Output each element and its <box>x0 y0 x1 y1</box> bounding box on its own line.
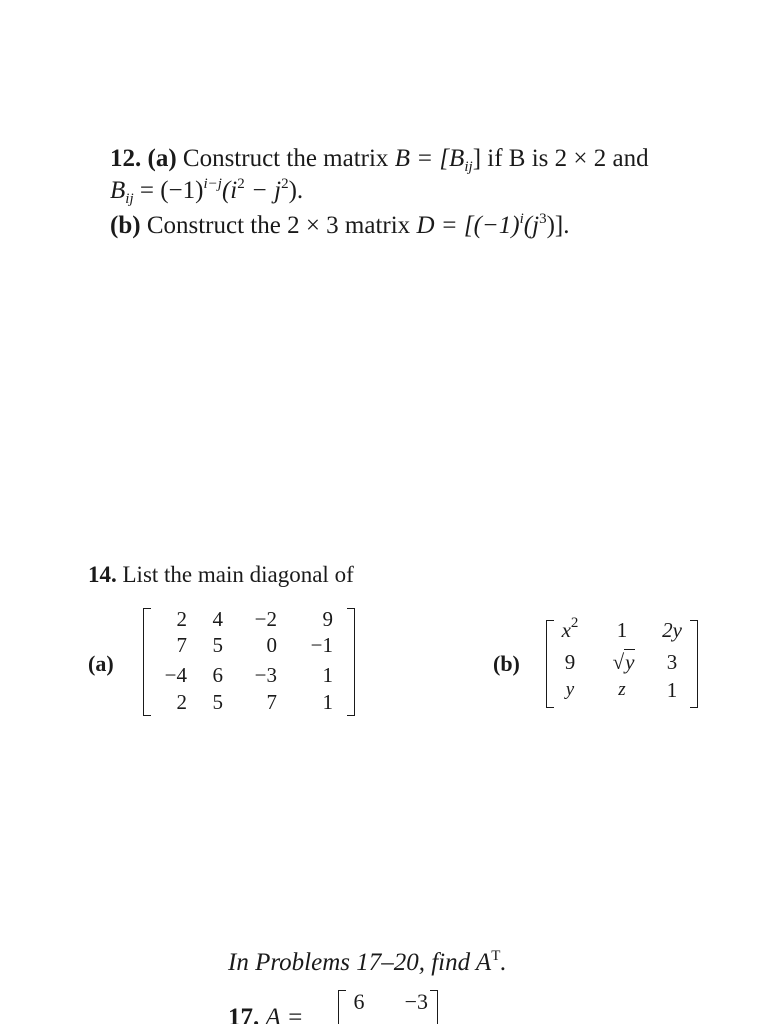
matrix-b-r2-c3: 3 <box>666 650 678 674</box>
matrix-b-r3-c1: y <box>565 679 575 700</box>
matrix-b-r3-c2: z <box>618 679 626 700</box>
matrix-b-r1-c2: 1 <box>616 618 628 642</box>
matrix-a-r1-c1: 2 <box>176 607 187 631</box>
instructions-end: . <box>500 949 507 976</box>
problem-14-number: 14. <box>88 562 117 587</box>
matrix-b <box>546 615 698 708</box>
matrix-b-left-bracket <box>546 620 554 708</box>
matrix-b-r2-c2 <box>602 650 646 674</box>
problem-12-number: 12. <box>110 145 142 172</box>
problem-12-part-a-tail: if B is 2 × 2 and <box>487 145 649 172</box>
matrix-a-r2-c2: 5 <box>212 633 223 657</box>
problem-17-number: 17. <box>228 1004 260 1024</box>
matrix-b-r2-c2-radicand: y <box>625 650 635 674</box>
problem-17 <box>228 1003 303 1024</box>
matrix-a-r4-c1: 2 <box>176 690 187 714</box>
problem-12-formula-end: ). <box>288 177 304 204</box>
problem-17-left-bracket <box>338 990 346 1024</box>
problem-12-formula-rhs: = (−1) <box>139 177 204 204</box>
problem-12-part-b-mid: (j <box>523 212 540 239</box>
problem-12-formula-minus: − j <box>244 177 282 204</box>
matrix-a-r3-c1: −4 <box>164 663 187 687</box>
problem-17-matrix <box>338 990 438 1024</box>
problem-12-matrix-def-end: ] <box>472 145 482 172</box>
problem-12-formula-sq1: 2 <box>237 176 245 192</box>
problem-12-part-b-end: )]. <box>546 212 570 239</box>
problem-12-part-a-label: (a) <box>147 145 177 172</box>
instructions-text: In Problems 17–20, find A <box>228 949 492 976</box>
problem-12-part-b-exp: i <box>519 211 524 227</box>
instructions <box>228 948 507 978</box>
matrix-a-r2-c1: 7 <box>176 633 187 657</box>
matrix-b-r1-c1 <box>556 615 584 642</box>
problem-12-line-2 <box>110 176 303 206</box>
sqrt-symbol <box>613 650 636 674</box>
matrix-b-r2-c1: 9 <box>564 650 576 674</box>
matrix-a-r1-c3: −2 <box>254 607 277 631</box>
problem-14-part-a-label: (a) <box>88 651 114 676</box>
problem-12-formula-sub: ij <box>125 191 134 207</box>
problem-12-formula-sq2: 2 <box>281 176 289 192</box>
problem-12-part-a-text: Construct the matrix <box>182 145 389 172</box>
problem-14-part-b-label: (b) <box>493 651 520 676</box>
problem-17-right-bracket <box>430 990 438 1024</box>
matrix-b-right-bracket <box>690 620 698 708</box>
matrix-a <box>143 608 355 716</box>
matrix-a-right-bracket <box>347 608 355 716</box>
problem-12-formula-exp: i−j <box>203 176 222 192</box>
matrix-a-r2-c4: −1 <box>310 633 333 657</box>
problem-17-r1-c2: −3 <box>404 989 428 1014</box>
matrix-a-r3-c4: 1 <box>322 663 333 687</box>
problem-12-line-1 <box>110 144 649 174</box>
problem-17-lhs: A = <box>265 1004 304 1024</box>
problem-12-matrix-def: B = [B <box>394 145 465 172</box>
matrix-b-r1-c3: 2y <box>662 618 682 642</box>
problem-12-part-b-label: (b) <box>110 212 141 239</box>
problem-12-part-b-def: D = [(−1) <box>416 212 520 239</box>
matrix-a-r1-c2: 4 <box>212 607 223 631</box>
problem-12-formula-paren: (i <box>221 177 238 204</box>
matrix-a-r2-c3: 0 <box>266 633 277 657</box>
problem-12-formula-lhs: B <box>110 177 126 204</box>
matrix-b-r3-c3: 1 <box>666 678 678 702</box>
matrix-a-r4-c2: 5 <box>212 690 223 714</box>
matrix-a-r3-c3: −3 <box>254 663 277 687</box>
matrix-a-r4-c4: 1 <box>322 690 333 714</box>
radical-sign-icon: √ <box>612 650 625 674</box>
problem-12-part-b-exp2: 3 <box>539 211 547 227</box>
problem-12-part-b-text: Construct the 2 × 3 matrix <box>146 212 411 239</box>
problem-17-r1-c1: 6 <box>353 989 365 1014</box>
matrix-a-r3-c2: 6 <box>212 663 223 687</box>
problem-14-text: List the main diagonal of <box>122 562 354 587</box>
problem-14-heading <box>88 560 354 590</box>
matrix-a-r1-c4: 9 <box>322 607 333 631</box>
instructions-sup: T <box>491 948 501 964</box>
matrix-b-r1-c1-exp: 2 <box>570 615 579 631</box>
problem-12-line-3 <box>110 211 569 241</box>
problem-12-matrix-def-sub: ij <box>464 159 473 175</box>
matrix-a-r4-c3: 7 <box>266 690 277 714</box>
matrix-a-left-bracket <box>143 608 151 716</box>
matrix-b-r1-c1-base: x <box>561 618 571 642</box>
